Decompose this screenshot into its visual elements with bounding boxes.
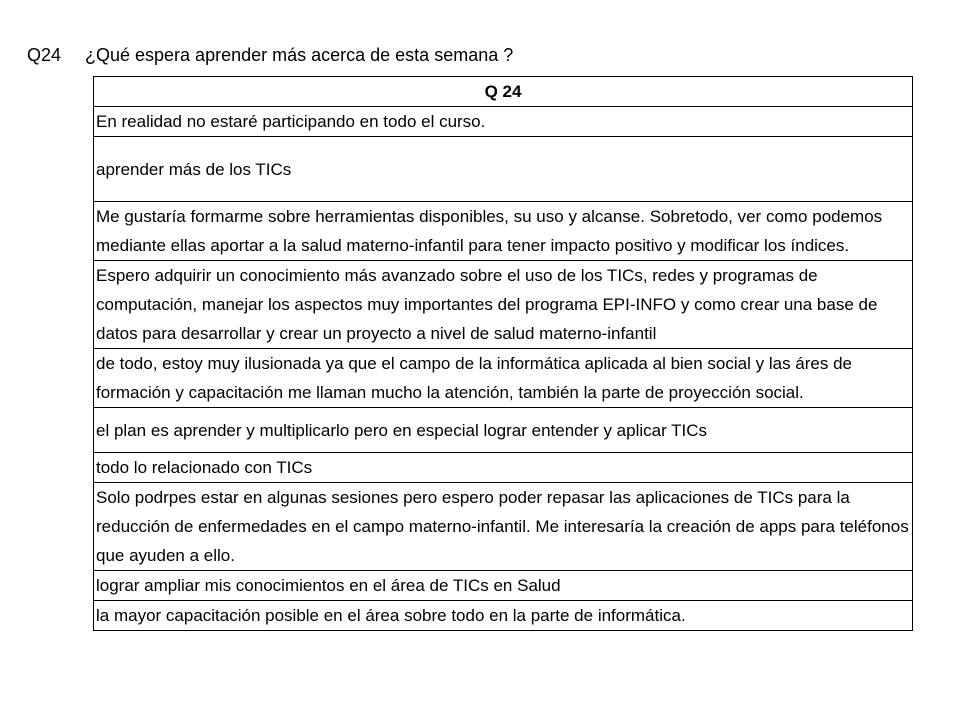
answer-cell: todo lo relacionado con TICs — [94, 453, 913, 483]
answer-cell: En realidad no estaré participando en todo el curso. — [94, 107, 913, 137]
table-row — [94, 483, 913, 571]
table-row — [94, 107, 913, 137]
answer-cell: Me gustaría formarme sobre herramientas disponibles, su uso y alcanse. Sobretodo, ver como podemos mediante ellas aportar a la salud materno-infantil para tener impacto positivo y modificar los índices. — [94, 202, 913, 261]
table-row — [94, 349, 913, 408]
answer-cell: de todo, estoy muy ilusionada ya que el campo de la informática aplicada al bien social y las áres de formación y capacitación me llaman mucho la atención, también la parte de proyección social. — [94, 349, 913, 408]
table-header-cell: Q 24 — [94, 77, 913, 107]
table-header-row — [94, 77, 913, 107]
question-number: Q24 — [27, 45, 62, 65]
table-row — [94, 601, 913, 631]
answer-cell: Solo podrpes estar en algunas sesiones pero espero poder repasar las aplicaciones de TICs para la reducción de enfermedades en el campo materno-infantil. Me interesaría la creación de apps para teléfonos que ayuden a ello. — [94, 483, 913, 571]
question-heading — [27, 43, 513, 67]
question-text: ¿Qué espera aprender más acerca de esta semana ? — [85, 45, 514, 65]
answer-cell: aprender más de los TICs — [94, 137, 913, 202]
answer-cell: lograr ampliar mis conocimientos en el área de TICs en Salud — [94, 571, 913, 601]
answer-cell: Espero adquirir un conocimiento más avanzado sobre el uso de los TICs, redes y programas de computación, manejar los aspectos muy importantes del programa EPI-INFO y como crear una base de datos para desarrollar y crear un proyecto a nivel de salud materno-infantil — [94, 261, 913, 349]
table-row — [94, 137, 913, 202]
table-row — [94, 571, 913, 601]
table-row — [94, 408, 913, 453]
answer-cell: el plan es aprender y multiplicarlo pero en especial lograr entender y aplicar TICs — [94, 408, 913, 453]
table-row — [94, 261, 913, 349]
table-row — [94, 202, 913, 261]
answers-table — [93, 76, 913, 631]
table-row — [94, 453, 913, 483]
answer-cell: la mayor capacitación posible en el área sobre todo en la parte de informática. — [94, 601, 913, 631]
